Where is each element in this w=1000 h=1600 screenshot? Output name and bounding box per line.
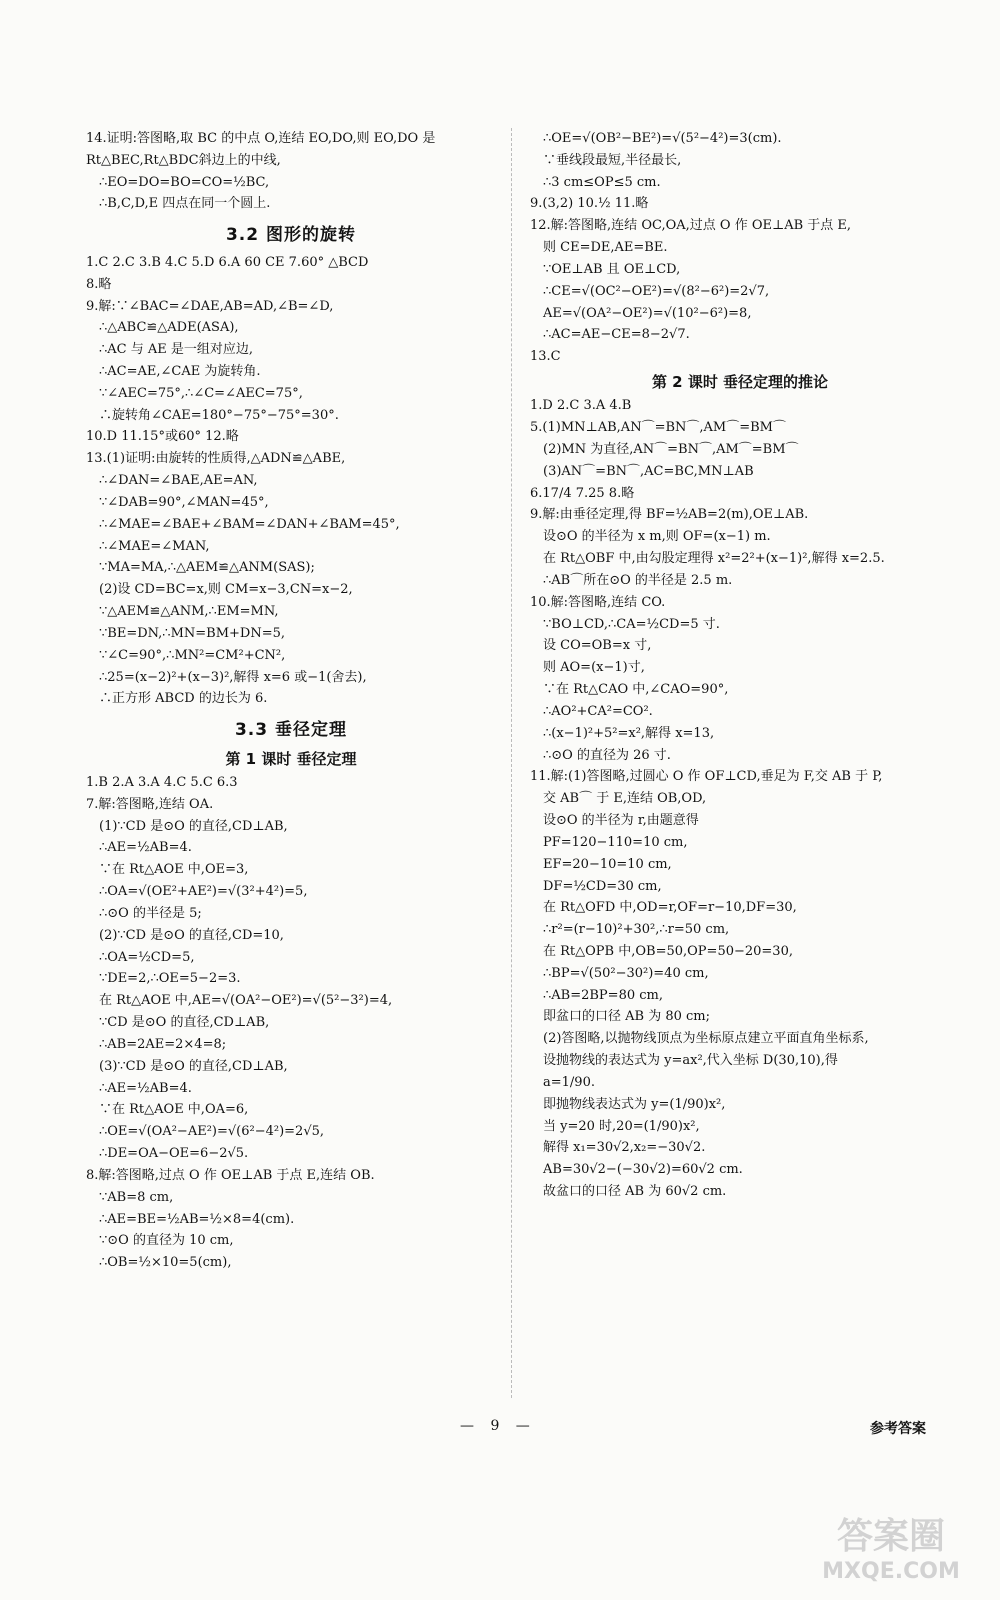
answer-line: (2)MN 为直径,AN⌒=BN⌒,AM⌒=BM⌒ (543, 441, 799, 457)
answer-line: DF=½CD=30 cm, (543, 878, 662, 894)
watermark-logo (806, 1506, 976, 1586)
answer-line: AB=30√2−(−30√2)=60√2 cm. (543, 1162, 743, 1178)
answer-line: 1.C 2.C 3.B 4.C 5.D 6.A 60 CE 7.60° △BCD (86, 254, 369, 270)
answer-line: ∴3 cm≤OP≤5 cm. (543, 174, 661, 190)
answer-line: 13.(1)证明:由旋转的性质得,△ADN≌△ABE, (86, 451, 346, 467)
watermark-text: 答案圈 (836, 1516, 946, 1557)
answer-line: a=1/90. (543, 1074, 595, 1090)
answer-line: ∴B,C,D,E 四点在同一个圆上. (99, 196, 271, 212)
answer-line: 8.略 (86, 276, 112, 292)
answer-line: 解得 x₁=30√2,x₂=−30√2. (543, 1140, 706, 1156)
answer-line: ∴OE=√(OB²−BE²)=√(5²−4²)=3(cm). (543, 131, 782, 146)
answer-line: ∴△ABC≌△ADE(ASA), (99, 320, 239, 336)
answer-line: 即抛物线表达式为 y=(1/90)x², (543, 1096, 726, 1112)
section-title: 3.3 垂径定理 (234, 720, 348, 741)
page-number: — 9 — (460, 1418, 536, 1434)
answer-line: ∴CE=√(OC²−OE²)=√(8²−6²)=2√7, (543, 283, 770, 299)
answer-line: 则 AO=(x−1)寸, (543, 660, 645, 676)
answer-line: ∴DE=OA−OE=6−2√5. (99, 1146, 249, 1162)
answer-line: ∴BP=√(50²−30²)=40 cm, (543, 965, 709, 981)
answer-line: 9.解:∵∠BAC=∠DAE,AB=AD,∠B=∠D, (86, 298, 334, 314)
answer-line: 10.D 11.15°或60° 12.略 (86, 429, 239, 445)
answer-line: 设⊙O 的半径为 r,由题意得 (543, 813, 699, 829)
answer-line: 交 AB⌒ 于 E,连结 OB,OD, (543, 791, 707, 807)
answer-line: 故盆口的口径 AB 为 60√2 cm. (543, 1184, 727, 1200)
subsection-title: 第 1 课时 垂径定理 (225, 749, 357, 768)
answer-line: ∴25=(x−2)²+(x−3)²,解得 x=6 或−1(舍去), (99, 669, 367, 685)
answer-line: ∴AO²+CA²=CO². (543, 703, 653, 719)
left-column (86, 128, 496, 1274)
answer-line: ∵在 Rt△AOE 中,OE=3, (99, 862, 249, 878)
answer-line: ∴EO=DO=BO=CO=½BC, (99, 174, 270, 190)
answer-line: ∴AB=2AE=2×4=8; (99, 1036, 227, 1052)
answer-line: 6.17/4 7.25 8.略 (530, 485, 635, 501)
answer-line: ∴OB=½×10=5(cm), (99, 1255, 232, 1271)
answer-line: 1.B 2.A 3.A 4.C 5.C 6.3 (86, 774, 238, 790)
answer-line: ∴(x−1)²+5²=x²,解得 x=13, (543, 725, 715, 741)
answer-line: ∴∠MAE=∠BAE+∠BAM=∠DAN+∠BAM=45°, (99, 516, 400, 532)
answer-line: ∵垂线段最短,半径最长, (543, 152, 682, 168)
answer-line: ∵MA=MA,∴△AEM≌△ANM(SAS); (99, 560, 315, 576)
answer-line: 11.解:(1)答图略,过圆心 O 作 OF⊥CD,垂足为 F,交 AB 于 P, (530, 769, 883, 785)
answer-line: ∵BE=DN,∴MN=BM+DN=5, (99, 625, 286, 641)
answer-line: 1.D 2.C 3.A 4.B (530, 398, 632, 414)
answer-line: ∴正方形 ABCD 的边长为 6. (99, 691, 268, 707)
answer-line: ∴OE=√(OA²−AE²)=√(6²−4²)=2√5, (99, 1124, 325, 1140)
answer-line: AE=√(OA²−OE²)=√(10²−6²)=8, (543, 305, 752, 321)
answer-line: ∵BO⊥CD,∴CA=½CD=5 寸. (543, 616, 720, 632)
answer-line: (2)答图略,以抛物线顶点为坐标原点建立平面直角坐标系, (543, 1031, 869, 1047)
answer-line: (3)∵CD 是⊙O 的直径,CD⊥AB, (99, 1058, 288, 1074)
answer-line: ∴r²=(r−10)²+30²,∴r=50 cm, (543, 922, 730, 938)
answer-line: ∴OA=√(OE²+AE²)=√(3²+4²)=5, (99, 884, 308, 900)
subsection-title: 第 2 课时 垂径定理的推论 (651, 373, 829, 392)
answer-line: 13.C (530, 349, 561, 365)
answer-line: ∵CD 是⊙O 的直径,CD⊥AB, (99, 1015, 270, 1031)
answer-line: 在 Rt△OPB 中,OB=50,OP=50−20=30, (543, 944, 793, 959)
answer-line: (2)∵CD 是⊙O 的直径,CD=10, (99, 927, 284, 943)
answer-line: 7.解:答图略,连结 OA. (86, 796, 214, 812)
answer-line: (2)设 CD=BC=x,则 CM=x−3,CN=x−2, (99, 582, 353, 598)
answer-line: (3)AN⌒=BN⌒,AC=BC,MN⊥AB (543, 463, 754, 479)
answer-line: 8.解:答图略,过点 O 作 OE⊥AB 于点 E,连结 OB. (86, 1167, 375, 1183)
answer-line: ∴AE=BE=½AB=½×8=4(cm). (99, 1211, 295, 1227)
answer-line: 9.(3,2) 10.½ 11.略 (530, 196, 649, 212)
answer-line: ∴AC=AE−CE=8−2√7. (543, 327, 690, 343)
answer-line: 5.(1)MN⊥AB,AN⌒=BN⌒,AM⌒=BM⌒ (530, 420, 786, 436)
answer-line: PF=120−110=10 cm, (543, 834, 688, 850)
section-title: 3.2 图形的旋转 (225, 225, 357, 246)
answer-line: ∵∠C=90°,∴MN²=CM²+CN², (99, 647, 286, 663)
answer-line: 在 Rt△OBF 中,由勾股定理得 x²=2²+(x−1)²,解得 x=2.5. (543, 551, 885, 567)
answer-line: 9.解:由垂径定理,得 BF=½AB=2(m),OE⊥AB. (530, 507, 809, 523)
answer-line: ∵∠AEC=75°,∴∠C=∠AEC=75°, (99, 385, 303, 401)
answer-line: 当 y=20 时,20=(1/90)x², (543, 1118, 700, 1134)
footer-label: 参考答案 (870, 1421, 926, 1437)
answer-line: ∵在 Rt△CAO 中,∠CAO=90°, (543, 682, 729, 698)
answer-line: ∵AB=8 cm, (99, 1189, 174, 1205)
answer-line: ∵⊙O 的直径为 10 cm, (99, 1233, 234, 1249)
answer-line: ∴⊙O 的直径为 26 寸. (543, 747, 671, 763)
answer-line: ∴AB⌒所在⊙O 的半径是 2.5 m. (543, 572, 733, 588)
answer-line: ∴⊙O 的半径是 5; (99, 905, 202, 921)
answer-line: 14.证明:答图略,取 BC 的中点 O,连结 EO,DO,则 EO,DO 是 (86, 131, 436, 146)
answer-line: ∴∠MAE=∠MAN, (99, 538, 210, 554)
column-divider (511, 128, 513, 1398)
right-column (530, 128, 950, 1203)
answer-line: EF=20−10=10 cm, (543, 856, 672, 872)
answer-line: ∴∠DAN=∠BAE,AE=AN, (99, 473, 258, 489)
answer-line: ∵在 Rt△AOE 中,OA=6, (99, 1102, 249, 1118)
answer-line: 则 CE=DE,AE=BE. (543, 240, 668, 256)
answer-line: ∴AC 与 AE 是一组对应边, (99, 342, 254, 358)
answer-line: 10.解:答图略,连结 CO. (530, 594, 666, 610)
answer-line: ∴旋转角∠CAE=180°−75°−75°=30°. (99, 407, 339, 423)
answer-line: ∴OA=½CD=5, (99, 949, 195, 965)
answer-line: ∵DE=2,∴OE=5−2=3. (99, 971, 241, 987)
answer-line: ∴AC=AE,∠CAE 为旋转角. (99, 364, 261, 379)
answer-line: ∴AB=2BP=80 cm, (543, 987, 663, 1003)
answer-line: 设 CO=OB=x 寸, (543, 638, 652, 654)
answer-line: (1)∵CD 是⊙O 的直径,CD⊥AB, (99, 818, 288, 834)
answer-line: ∵△AEM≌△ANM,∴EM=MN, (99, 604, 279, 620)
answer-line: 在 Rt△OFD 中,OD=r,OF=r−10,DF=30, (543, 900, 797, 916)
answer-line: 设⊙O 的半径为 x m,则 OF=(x−1) m. (543, 529, 771, 545)
answer-line: 即盆口的口径 AB 为 80 cm; (543, 1009, 711, 1025)
answer-line: 设抛物线的表达式为 y=ax²,代入坐标 D(30,10),得 (543, 1053, 838, 1069)
watermark-url: MXQE.COM (822, 1559, 960, 1584)
answer-line: ∴AE=½AB=4. (99, 1080, 192, 1096)
answer-line: Rt△BEC,Rt△BDC斜边上的中线, (86, 152, 281, 168)
answer-line: ∵∠DAB=90°,∠MAN=45°, (99, 494, 269, 510)
answer-line: 12.解:答图略,连结 OC,OA,过点 O 作 OE⊥AB 于点 E, (530, 218, 852, 234)
answer-line: ∴AE=½AB=4. (99, 840, 192, 856)
answer-line: 在 Rt△AOE 中,AE=√(OA²−OE²)=√(5²−3²)=4, (99, 993, 393, 1009)
answer-line: ∵OE⊥AB 且 OE⊥CD, (543, 261, 681, 277)
